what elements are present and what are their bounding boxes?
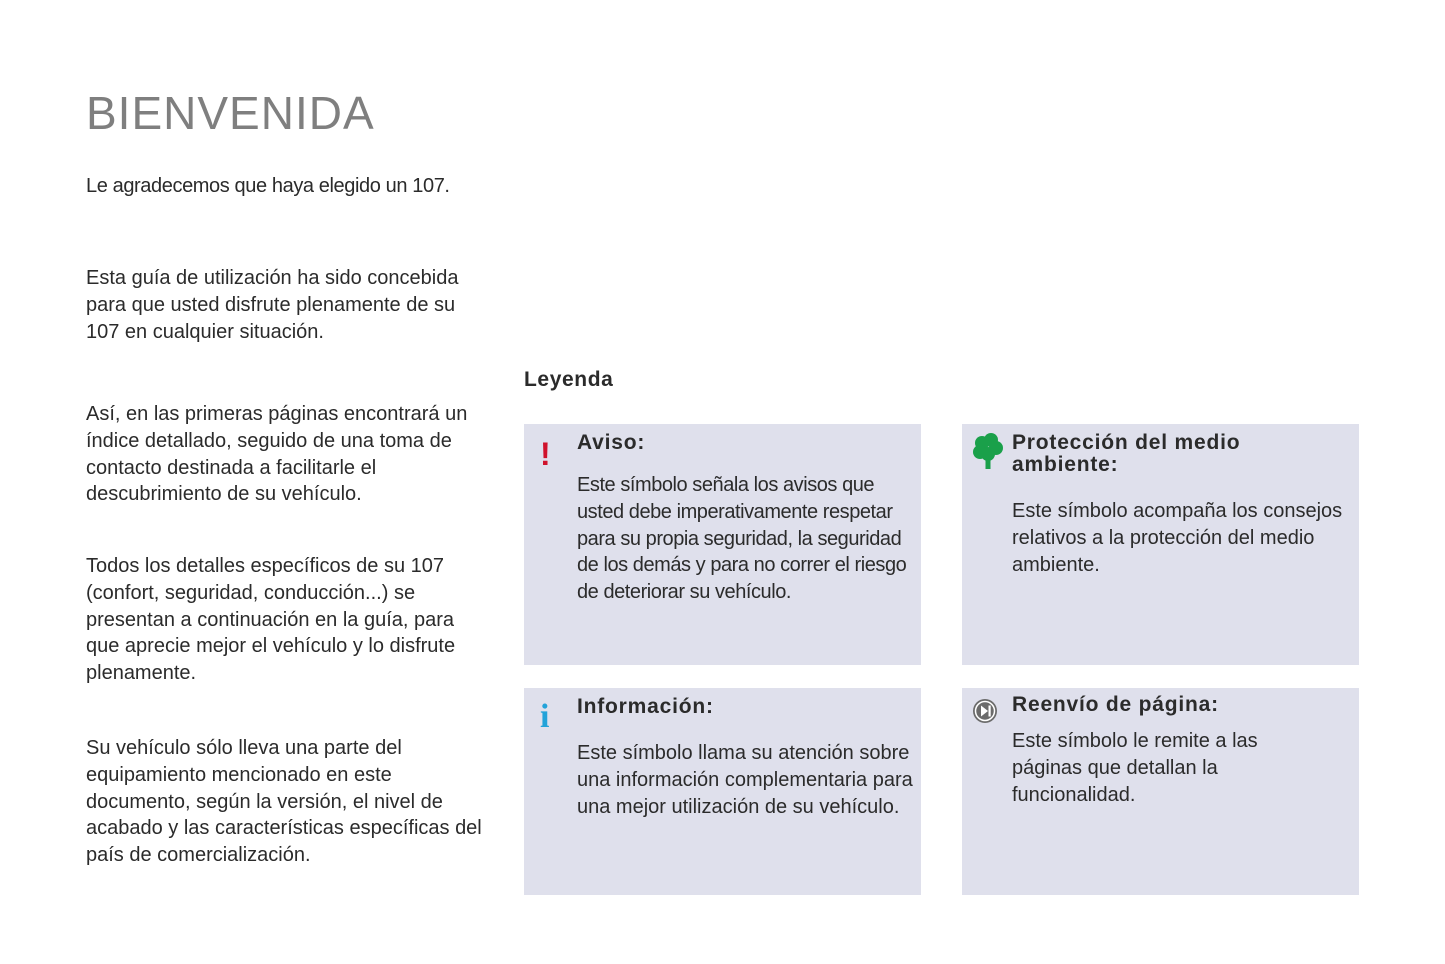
- legend-box-environment: [962, 424, 1359, 665]
- legend-text: Este símbolo señala los avisos que usted debe imperativamente respetar para su propia seguridad, la seguridad de los demás y para no correr el riesgo de deteriorar su vehículo.: [577, 474, 907, 604]
- body-paragraph: Así, en las primeras páginas encontrará un índice detallado, seguido de una toma de contacto destinada a facilitarle el descubrimiento de su vehículo.: [86, 403, 468, 506]
- legend-text: Este símbolo le remite a las páginas que detallan la funcionalidad.: [1012, 730, 1258, 806]
- legend-text: Este símbolo acompaña los consejos relativos a la protección del medio ambiente.: [1012, 500, 1343, 576]
- body-paragraph: Esta guía de utilización ha sido concebida para que usted disfrute plenamente de su 107 en cualquier situación.: [86, 267, 459, 343]
- intro-text: Le agradecemos que haya elegido un 107.: [86, 175, 450, 197]
- legend-title: Reenvío de página:: [1012, 693, 1219, 716]
- page-title: BIENVENIDA: [86, 87, 375, 139]
- legend-box-information: [524, 688, 921, 895]
- legend-box-warning: [524, 424, 921, 665]
- legend-heading: Leyenda: [524, 368, 614, 391]
- legend-text: Este símbolo llama su atención sobre una información complementaria para una mejor utilización de su vehículo.: [577, 742, 913, 818]
- warning-exclamation-icon: !: [540, 436, 551, 472]
- legend-title: Protección del medio ambiente:: [1012, 431, 1241, 476]
- page-forward-icon: [972, 698, 998, 724]
- legend-box-page-reference: [962, 688, 1359, 895]
- body-paragraph: Su vehículo sólo lleva una parte del equipamiento mencionado en este documento, según la versión, el nivel de acabado y las características específicas del país de comercialización.: [86, 737, 482, 867]
- legend-title: Aviso:: [577, 431, 646, 454]
- info-icon: i: [540, 698, 550, 735]
- legend-title: Información:: [577, 695, 714, 718]
- tree-icon: [972, 432, 1004, 470]
- body-paragraph: Todos los detalles específicos de su 107 (confort, seguridad, conducción...) se presentan a continuación en la guía, para que aprecie mejor el vehículo y lo disfrute plenamente.: [86, 555, 456, 685]
